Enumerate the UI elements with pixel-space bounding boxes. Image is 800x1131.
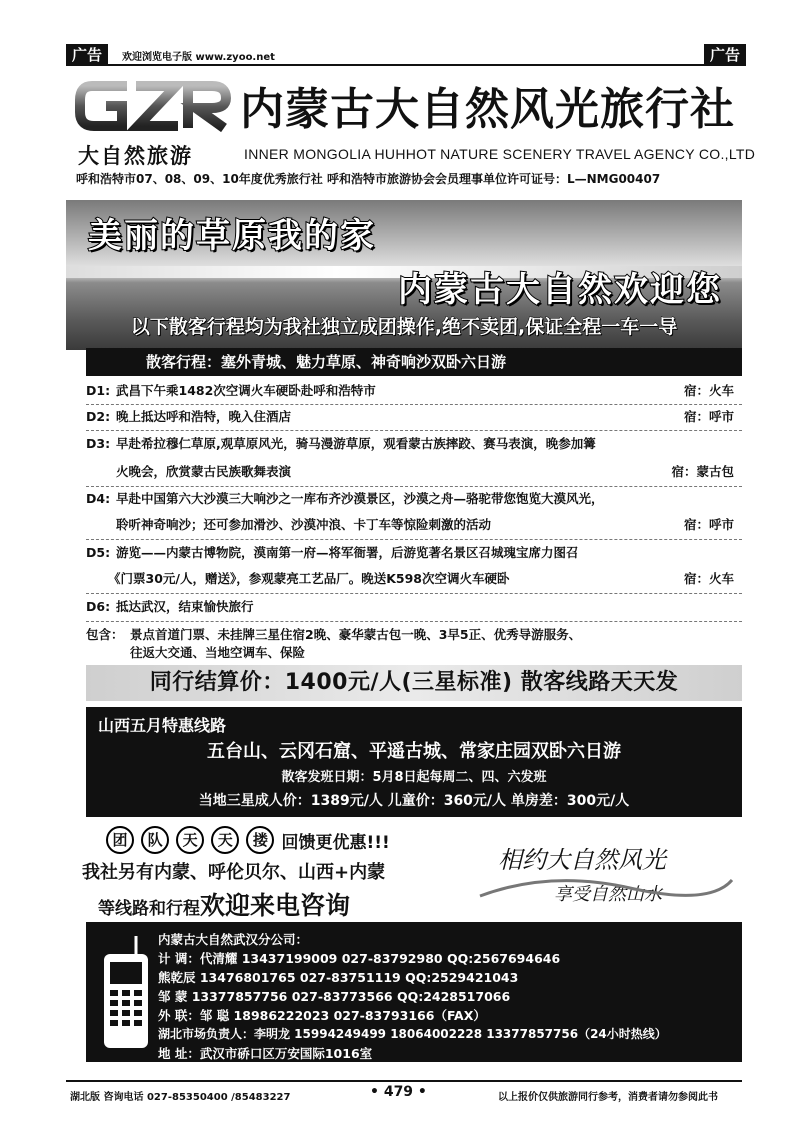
header-rule <box>66 64 742 66</box>
contact-row: 外 联：邹 聪 18986222023 027-83793166（FAX） <box>158 1008 486 1023</box>
contact-row: 地 址：武汉市硚口区万安国际1016室 <box>158 1046 373 1061</box>
day-label: D2: <box>86 409 111 424</box>
shanxi-prices: 当地三星成人价：1389元/人 儿童价：360元/人 单房差：300元/人 <box>198 793 630 809</box>
promo-char: 天 <box>176 826 204 854</box>
day-text: 早赴希拉穆仁草原,观草原风光，骑马漫游草原，观看蒙古族摔跤、赛马表演，晚参加篝 <box>116 436 596 451</box>
hero-slogan-1: 美丽的草原我的家 <box>88 216 376 256</box>
logo-cn: 大自然旅游 <box>78 144 193 168</box>
group-promo <box>106 826 390 854</box>
promo-line-2a: 等线路和行程 <box>98 899 200 919</box>
day-text: 聆听神奇响沙；还可参加滑沙、沙漠冲浪、卡丁车等惊险刺激的活动 <box>116 517 492 532</box>
day-stay: 宿：呼市 <box>683 409 734 424</box>
brush-stroke-icon <box>470 866 740 906</box>
day-stay: 宿：火车 <box>683 383 734 398</box>
day-label: D1: <box>86 383 111 398</box>
divider <box>86 430 742 431</box>
contact-row: 邹 蒙 13377857756 027-83773566 QQ:2428517066 <box>158 989 511 1004</box>
day-stay: 宿：呼市 <box>683 517 734 532</box>
day-text: 《门票30元/人，赠送》，参观蒙亮工艺品厂。晚送K598次空调火车硬卧 <box>108 571 510 586</box>
tour-title: 散客行程：塞外青城、魅力草原、神奇响沙双卧六日游 <box>86 348 742 376</box>
contact-row: 计 调：代清耀 13437199009 027-83792980 QQ:2567694646 <box>158 951 561 966</box>
divider <box>86 486 742 487</box>
agency-name-en: INNER MONGOLIA HUHHOT NATURE SCENERY TRAVEL AGENCY CO.,LTD <box>244 146 756 162</box>
shanxi-title: 山西五月特惠线路 <box>98 716 227 735</box>
promo-char: 天 <box>211 826 239 854</box>
day-stay: 宿：火车 <box>683 571 734 586</box>
shanxi-route-box <box>86 707 742 817</box>
hero-banner <box>66 200 742 350</box>
includes-label: 包含： <box>86 627 124 642</box>
footer-right: 以上报价仅供旅游同行参考，消费者请勿参阅此书 <box>498 1092 718 1103</box>
contact-row: 湖北市场负责人：李明龙 15994249499 18064002228 13377857756（24小时热线） <box>158 1027 667 1041</box>
divider <box>86 404 742 405</box>
day-text: 早赴中国第六大沙漠三大响沙之一库布齐沙漠景区，沙漠之舟—骆驼带您饱览大漠风光， <box>116 491 604 506</box>
includes-text: 往返大交通、当地空调车、保险 <box>130 645 306 660</box>
shanxi-schedule: 散客发班日期：5月8日起每周二、四、六发班 <box>281 770 547 785</box>
day-label: D4: <box>86 491 111 506</box>
day-text: 游览——内蒙古博物院，漠南第一府—将军衙署，后游览著名景区召城瑰宝席力图召 <box>116 545 579 560</box>
promo-line-1: 我社另有内蒙、呼伦贝尔、山西+内蒙 <box>82 862 386 883</box>
price-banner: 同行结算价：1400元/人(三星标准) 散客线路天天发 <box>86 665 742 701</box>
day-label: D3: <box>86 436 111 451</box>
page-number: • 479 • <box>370 1084 427 1100</box>
promo-char: 队 <box>141 826 169 854</box>
credentials: 呼和浩特市07、08、09、10年度优秀旅行社 呼和浩特市旅游协会会员理事单位许可证号：L—NMG00407 <box>76 172 661 186</box>
contact-row: 熊乾辰 13476801765 027-83751119 QQ:2529421043 <box>158 970 519 985</box>
promo-line-2 <box>98 886 350 922</box>
day-text: 武昌下午乘1482次空调火车硬卧赴呼和浩特市 <box>116 383 376 398</box>
calligraphy <box>470 840 740 910</box>
promo-tail: 回馈更优惠!!! <box>281 833 390 853</box>
ad-tag-right: 广告 <box>704 44 746 66</box>
ad-tag-left: 广告 <box>66 44 108 66</box>
divider <box>86 539 742 540</box>
callig-line-1: 相约大自然风光 <box>498 846 666 874</box>
logo <box>72 76 232 142</box>
callig-line-2: 享受自然山水 <box>554 884 662 905</box>
promo-char: 团 <box>106 826 134 854</box>
day-stay: 宿：蒙古包 <box>671 464 734 479</box>
includes-text: 景点首道门票、未挂牌三星住宿2晚、豪华蒙古包一晚、3早5正、优秀导游服务、 <box>130 627 582 642</box>
footer-rule <box>66 1080 742 1082</box>
logo-mark-icon <box>72 76 232 142</box>
promo-line-2b: 欢迎来电咨询 <box>200 891 351 920</box>
agency-name: 内蒙古大自然风光旅行社 <box>240 84 735 135</box>
day-text: 晚上抵达呼和浩特，晚入住酒店 <box>116 409 292 424</box>
hero-slogan-2: 内蒙古大自然欢迎您 <box>398 270 722 310</box>
day-label: D6: <box>86 599 111 614</box>
divider <box>86 593 742 594</box>
mobile-phone-icon <box>96 934 156 1052</box>
site-note: 欢迎浏览电子版 www.zyoo.net <box>122 52 275 63</box>
shanxi-route: 五台山、云冈石窟、平遥古城、常家庄园双卧六日游 <box>207 741 621 762</box>
day-text: 火晚会，欣赏蒙古民族歌舞表演 <box>116 464 292 479</box>
day-text: 抵达武汉，结束愉快旅行 <box>116 599 254 614</box>
divider <box>86 621 742 622</box>
hero-slogan-3: 以下散客行程均为我社独立成团操作,绝不卖团,保证全程一车一导 <box>130 316 678 338</box>
contact-box <box>86 922 742 1062</box>
footer-left: 湖北版 咨询电话 027-85350400 /85483227 <box>70 1092 291 1103</box>
promo-char: 搂 <box>246 826 274 854</box>
day-label: D5: <box>86 545 111 560</box>
contact-branch: 内蒙古大自然武汉分公司： <box>158 932 309 947</box>
